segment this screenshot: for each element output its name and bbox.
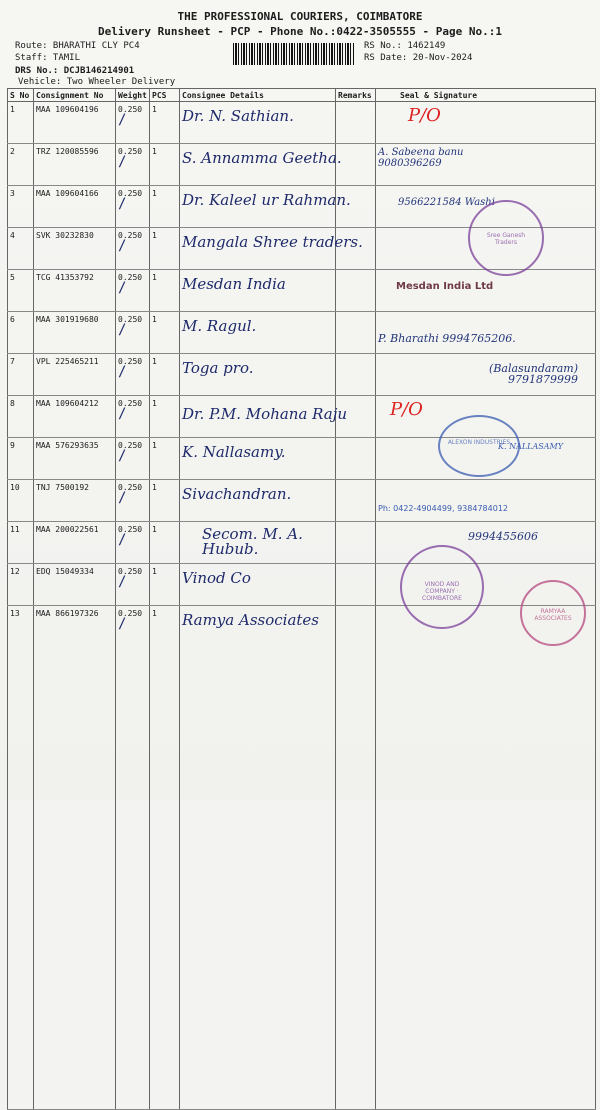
- weight-value: 0.250: [118, 399, 143, 408]
- cell-sno: 7: [8, 354, 34, 396]
- col-weight: Weight: [116, 89, 150, 102]
- remark-po: P/O: [390, 399, 423, 420]
- weight-value: 0.250: [118, 357, 143, 366]
- cell-sno: 3: [8, 186, 34, 228]
- cell-sno: 6: [8, 312, 34, 354]
- col-consignment: Consignment No: [34, 89, 116, 102]
- cell-consignee: [180, 144, 342, 186]
- cell-sno: 13: [8, 606, 34, 1110]
- cell-pcs: 1: [150, 522, 180, 564]
- weight-value: 0.250: [118, 147, 143, 156]
- cell-remarks: [336, 438, 376, 480]
- receiver-signature: (Balasundaram) 9791879999: [489, 362, 578, 386]
- barcode: [233, 43, 355, 65]
- cell-weight: [116, 606, 150, 1110]
- consignee-handwriting: Ramya Associates: [182, 611, 319, 629]
- cell-seal: [376, 102, 596, 144]
- cell-sno: 8: [8, 396, 34, 438]
- cell-consignee: [180, 522, 336, 564]
- consignee-handwriting: M. Ragul.: [182, 317, 257, 335]
- staff-label: Staff: TAMIL: [15, 53, 81, 63]
- stamp-label: RAMYAA ASSOCIATES: [534, 608, 572, 622]
- weight-value: 0.250: [118, 189, 143, 198]
- receiver-signature: 9566221584 Washi: [398, 197, 495, 208]
- cell-remarks: [336, 480, 376, 522]
- cell-pcs: 1: [150, 312, 180, 354]
- cell-consignment: TRZ 120085596: [34, 144, 116, 186]
- weight-value: 0.250: [118, 105, 143, 114]
- cell-sno: 9: [8, 438, 34, 480]
- weight-value: 0.250: [118, 567, 143, 576]
- tick-mark: /: [118, 238, 127, 254]
- consignee-handwriting: K. Nallasamy.: [182, 443, 286, 461]
- cell-weight: [116, 270, 150, 312]
- stamp-label: VINOD AND COMPANY · COIMBATORE: [422, 581, 462, 602]
- cell-pcs: 1: [150, 396, 180, 438]
- cell-pcs: 1: [150, 102, 180, 144]
- cell-consignee: [180, 186, 351, 228]
- stamp-phone: Ph: 0422-4904499, 9384784012: [378, 504, 508, 513]
- cell-consignment: EDQ 15049334: [34, 564, 116, 606]
- cell-consignee: [180, 270, 336, 312]
- cell-seal: [376, 312, 596, 354]
- consignee-handwriting: Dr. Kaleel ur Rahman.: [182, 191, 351, 209]
- cell-consignee: [180, 354, 336, 396]
- cell-remarks: [336, 606, 376, 1110]
- cell-consignee: [180, 228, 363, 270]
- cell-consignee: [180, 312, 336, 354]
- industries-stamp-seal: [438, 415, 520, 477]
- cell-weight: [116, 480, 150, 522]
- cell-pcs: 1: [150, 438, 180, 480]
- cell-seal: [376, 522, 596, 564]
- drs-number: DRS No.: DCJB146214901: [15, 66, 135, 76]
- cell-weight: [116, 354, 150, 396]
- consignee-handwriting: Mangala Shree traders.: [182, 233, 363, 251]
- weight-value: 0.250: [118, 231, 143, 240]
- consignee-handwriting: Toga pro.: [182, 359, 254, 377]
- cell-consignment: MAA 301919680: [34, 312, 116, 354]
- cell-pcs: 1: [150, 270, 180, 312]
- cell-seal: [376, 606, 596, 1110]
- tick-mark: /: [118, 280, 127, 296]
- weight-value: 0.250: [118, 315, 143, 324]
- cell-seal: [376, 354, 596, 396]
- weight-value: 0.250: [118, 273, 143, 282]
- consignee-handwriting: Secom. M. A. Hubub.: [202, 525, 303, 558]
- cell-weight: [116, 186, 150, 228]
- vehicle-label: Vehicle: Two Wheeler Delivery: [18, 77, 176, 87]
- associates-stamp-seal: [520, 580, 586, 646]
- cell-pcs: 1: [150, 480, 180, 522]
- cell-seal: [376, 270, 596, 312]
- col-consignee: Consignee Details: [180, 89, 336, 102]
- table-row: [8, 144, 596, 186]
- consignee-handwriting: Mesdan India: [182, 275, 286, 293]
- cell-consignee: [180, 480, 336, 522]
- table-row: [8, 312, 596, 354]
- consignee-handwriting: Dr. N. Sathian.: [182, 107, 294, 125]
- cell-sno: 5: [8, 270, 34, 312]
- cell-consignment: SVK 30232830: [34, 228, 116, 270]
- cell-remarks: [336, 270, 376, 312]
- cell-consignment: TCG 41353792: [34, 270, 116, 312]
- cell-weight: [116, 396, 150, 438]
- cell-remarks: [336, 522, 376, 564]
- consignee-handwriting: Sivachandran.: [182, 485, 292, 503]
- cell-remarks: [336, 102, 376, 144]
- cell-consignment: MAA 109604166: [34, 186, 116, 228]
- cell-consignment: MAA 866197326: [34, 606, 116, 1110]
- consignee-handwriting: S. Annamma Geetha.: [182, 149, 342, 167]
- remark-po: P/O: [408, 105, 441, 126]
- tick-mark: /: [118, 448, 127, 464]
- company-stamp-seal: [400, 545, 484, 629]
- tick-mark: /: [118, 406, 127, 422]
- cell-remarks: [336, 564, 376, 606]
- rs-date: RS Date: 20-Nov-2024: [364, 53, 473, 63]
- cell-consignment: MAA 200022561: [34, 522, 116, 564]
- cell-consignee: [180, 396, 348, 438]
- cell-consignment: MAA 109604212: [34, 396, 116, 438]
- runsheet-subtitle: Delivery Runsheet - PCP - Phone No.:0422-3505555 - Page No.:1: [98, 25, 502, 38]
- cell-consignee: [180, 564, 336, 606]
- cell-weight: [116, 522, 150, 564]
- table-row: [8, 606, 596, 1110]
- cell-sno: 1: [8, 102, 34, 144]
- tick-mark: /: [118, 196, 127, 212]
- cell-weight: [116, 564, 150, 606]
- receiver-signature: 9994455606: [468, 530, 538, 543]
- tick-mark: /: [118, 574, 127, 590]
- table-row: [8, 564, 596, 606]
- weight-value: 0.250: [118, 525, 143, 534]
- cell-weight: [116, 228, 150, 270]
- cell-sno: 2: [8, 144, 34, 186]
- cell-sno: 11: [8, 522, 34, 564]
- cell-consignee: [180, 438, 336, 480]
- weight-value: 0.250: [118, 609, 143, 618]
- cell-pcs: 1: [150, 144, 180, 186]
- table-row: [8, 522, 596, 564]
- receiver-signature: A. Sabeena banu 9080396269: [378, 147, 464, 169]
- cell-pcs: 1: [150, 606, 180, 1110]
- tick-mark: /: [118, 616, 127, 632]
- tick-mark: /: [118, 532, 127, 548]
- cell-remarks: [336, 312, 376, 354]
- tick-mark: /: [118, 322, 127, 338]
- cell-pcs: 1: [150, 564, 180, 606]
- rs-number: RS No.: 1462149: [364, 41, 446, 51]
- company-stamp-text: Mesdan India Ltd: [396, 281, 494, 292]
- trader-stamp-seal: [468, 200, 544, 276]
- col-sno: S No: [8, 89, 34, 102]
- col-remarks: Remarks: [336, 89, 376, 102]
- route-label: Route: BHARATHI CLY PC4: [15, 41, 140, 51]
- tick-mark: /: [118, 364, 127, 380]
- tick-mark: /: [118, 154, 127, 170]
- stamp-label: Sree Ganesh Traders: [486, 232, 526, 246]
- cell-weight: [116, 144, 150, 186]
- consignee-handwriting: Dr. P.M. Mohana Raju: [182, 405, 348, 423]
- cell-consignment: TNJ 7500192: [34, 480, 116, 522]
- table-row: [8, 354, 596, 396]
- receiver-signature: P. Bharathi 9994765206.: [378, 332, 516, 345]
- cell-consignee: [180, 606, 336, 1110]
- tick-mark: /: [118, 112, 127, 128]
- cell-seal: [376, 144, 596, 186]
- cell-seal: [376, 480, 596, 522]
- cell-weight: [116, 312, 150, 354]
- weight-value: 0.250: [118, 441, 143, 450]
- col-seal: Seal & Signature: [376, 89, 596, 102]
- cell-weight: [116, 438, 150, 480]
- cell-remarks: [336, 354, 376, 396]
- cell-pcs: 1: [150, 186, 180, 228]
- cell-pcs: 1: [150, 354, 180, 396]
- cell-consignee: [180, 102, 336, 144]
- cell-weight: [116, 102, 150, 144]
- weight-value: 0.250: [118, 483, 143, 492]
- cell-sno: 12: [8, 564, 34, 606]
- cell-pcs: 1: [150, 228, 180, 270]
- cell-consignment: MAA 576293635: [34, 438, 116, 480]
- cell-sno: 10: [8, 480, 34, 522]
- table-row: [8, 102, 596, 144]
- stamp-label: ALEXON INDUSTRIES: [447, 439, 511, 446]
- cell-consignment: VPL 225465211: [34, 354, 116, 396]
- tick-mark: /: [118, 490, 127, 506]
- stamp-text: K. NALLASAMY: [498, 442, 563, 451]
- cell-sno: 4: [8, 228, 34, 270]
- company-title: THE PROFESSIONAL COURIERS, COIMBATORE: [177, 10, 423, 23]
- consignee-handwriting: Vinod Co: [182, 569, 251, 587]
- table-header: [8, 89, 596, 102]
- col-pcs: PCS: [150, 89, 180, 102]
- table-row: [8, 480, 596, 522]
- cell-consignment: MAA 109604196: [34, 102, 116, 144]
